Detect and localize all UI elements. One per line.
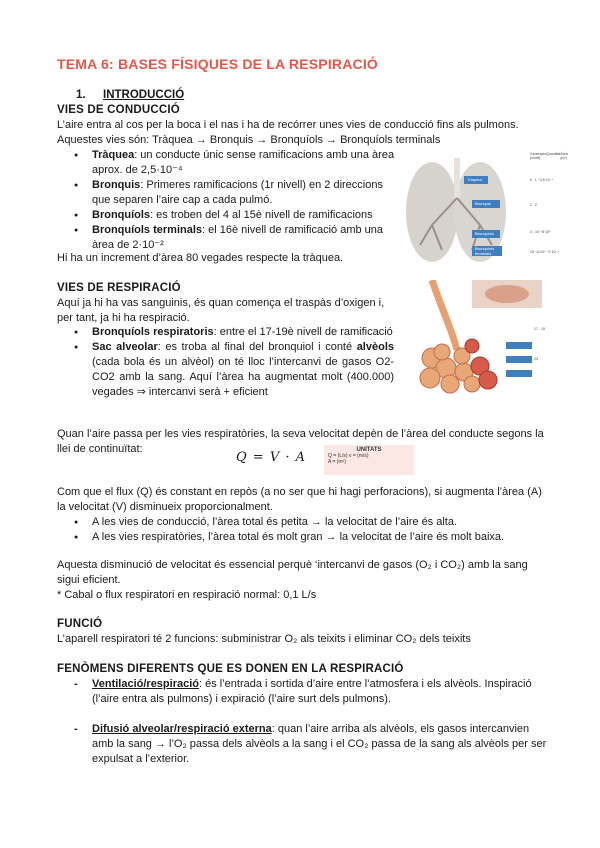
conduccio-list <box>92 148 397 253</box>
label-bronquiols: Bronquíols <box>475 231 495 236</box>
cell: 16 <box>530 250 534 254</box>
flux-text: Com que el flux (Q) és constant en repòs (a no ser que hi hagi perforacions), si augmenta l’àrea (A) la velocitat (V) disminueix proporcionalment. <box>57 486 542 513</box>
conduccio-intro-1: L’aire entra al cos per la boca i el nas i ha de recórrer unes vies de conducció fins als pulmons. <box>57 119 519 131</box>
table-row <box>530 203 562 207</box>
term: alvèols <box>356 341 394 353</box>
cell: 0 <box>530 178 532 182</box>
list-item: ● A les vies de conducció, l’àrea total és petita → la velocitat de l’aire és alta. <box>92 515 552 530</box>
term: Tràquea <box>92 149 135 161</box>
cell: ~6·10⁴ <box>534 250 546 254</box>
flux-note-1: Aquesta disminució de velocitat és essencial perquè ‘intercanvi de gasos (O₂ i CO₂) amb la sang sigui eficient. <box>57 559 528 586</box>
cell: ~2·10⁻² <box>546 250 559 254</box>
fenomens-heading: FENÒMENS DIFERENTS QUE ES DONEN EN LA RESPIRACIÓ <box>57 663 404 675</box>
label-traquea: Tràquea <box>467 177 482 182</box>
conduccio-outro: Hi ha un increment d’àrea 80 vegades respecte la tràquea. <box>57 252 344 264</box>
conduccio-heading: VIES DE CONDUCCIÓ <box>57 104 180 116</box>
respiracio-heading: VIES DE RESPIRACIÓ <box>57 282 181 294</box>
generation-table <box>530 152 568 160</box>
list-item <box>92 148 397 178</box>
term: Bronquíols terminals <box>92 224 203 236</box>
page-title: TEMA 6: BASES FÍSIQUES DE LA RESPIRACIÓ <box>57 56 379 72</box>
flux-note-2: * Cabal o flux respiratori en respiració normal: 0,1 L/s <box>57 589 317 601</box>
term: Difusió alveolar/respiració externa <box>92 723 272 735</box>
lung-diagram <box>402 150 568 272</box>
list-item <box>92 677 547 707</box>
list-item <box>92 208 397 223</box>
fenomens-list <box>92 677 547 767</box>
alveoli-illustration <box>402 280 562 402</box>
units-box <box>324 445 414 475</box>
definition: (cada bola és un alvèol) on té lloc l’intercanvi de gasos O2-CO2 amb la sang. Aquí l’àrea ha augmentat molt (400.000) vegades ⇒ intercanvi serà + eficient <box>92 356 394 398</box>
cell: 1 <box>530 203 532 207</box>
table-header <box>530 152 568 160</box>
cell: 1 <box>534 178 537 182</box>
funcio-heading: FUNCIÓ <box>57 618 103 630</box>
conduccio-intro-2: Aquestes vies són: Tràquea → Bronquis → Bronquíols → Bronquíols terminals <box>57 134 441 146</box>
respiracio-list <box>92 325 394 400</box>
continuitat-text: Quan l’aire passa per les vies respiratòries, la seva velocitat depèn de l’àrea del conducte segons la llei de continuïtat: <box>57 428 544 455</box>
definition: : és l’entrada i sortida d’aire entre l’atmosfera i els alvèols. Inspiració (l’aire entra als pulmons) i expiració (l’aire surt dels pulmons). <box>92 678 532 705</box>
cell: ~2,5·10⁻⁴ <box>537 178 554 182</box>
label-bronquis: Bronquis <box>475 201 491 206</box>
definition: : es troba al final del bronquiol i conté <box>157 341 357 353</box>
cell: 23 <box>534 357 538 361</box>
term: Sac alveolar <box>92 341 158 353</box>
label-bronquiols-terminals: Bronquíols terminals <box>475 246 495 256</box>
table-row <box>530 230 562 234</box>
definition: : quan l’aire arriba als alvèols, els gasos intercanvien amb la sang → l’O₂ passa dels alvèols a la sang i el CO₂ passa de la sang als alvèols per ser expulsat a l’exterior. <box>92 723 547 765</box>
table-row <box>534 352 538 367</box>
list-item <box>92 178 397 208</box>
definition: : un conducte únic sense ramificacions amb una àrea aprox. de 2,5·10⁻⁴ <box>92 149 395 176</box>
definition: : es troben del 4 al 15è nivell de ramificacions <box>150 209 373 221</box>
units-line-1: Q = (L/s) v = (m/s) <box>328 453 369 459</box>
list-item <box>92 340 394 400</box>
section-heading <box>76 88 184 103</box>
continuity-formula: Q = V · A <box>236 450 306 465</box>
table-row <box>534 322 545 337</box>
list-item <box>92 223 397 253</box>
units-line-2: A = (m²) <box>328 459 346 465</box>
definition: : Primeres ramificacions (1r nivell) en 2 direccions que separen l’aire cap a cada pulmó. <box>92 179 383 206</box>
alveoli-diagram <box>402 280 562 402</box>
cell: 2 <box>534 203 537 207</box>
list-item: ● A les vies respiratòries, l’àrea total és molt gran → la velocitat de l’aire és molt baixa. <box>92 530 552 545</box>
section-label: INTRODUCCIÓ <box>103 89 185 101</box>
table-row <box>530 250 562 254</box>
cell: 4 - 15 <box>530 230 539 234</box>
term: Ventilació/respiració <box>92 678 199 690</box>
table-row <box>530 178 562 182</box>
funcio-text: L’aparell respiratori té 2 funcions: subministrar O₂ als teixits i eliminar CO₂ dels teixits <box>57 633 471 645</box>
column-header: Quantitat <box>546 152 561 156</box>
respiracio-intro: Aquí ja hi ha vas sanguinis, és quan comença el traspàs d’oxigen i, per tant, ja hi ha respiració. <box>57 297 385 324</box>
definition: : entre el 17-19è nivell de ramificació <box>213 326 393 338</box>
column-header: Generació (nivell) <box>530 152 547 160</box>
units-title: UNITATS <box>356 447 382 453</box>
list-item <box>92 325 394 340</box>
term: Bronquíols respiratoris <box>92 326 214 338</box>
flux-list <box>92 515 552 545</box>
term: Bronquíols <box>92 209 151 221</box>
cell: ~8·10⁵ <box>539 230 551 234</box>
term: Bronquis <box>92 179 141 191</box>
definition: : el 16è nivell de ramificació amb una àrea de 2·10⁻² <box>92 224 384 251</box>
column-header: Àrea (m²) <box>560 152 568 160</box>
list-item <box>92 722 547 767</box>
cell: 17 - 19 <box>534 327 545 331</box>
section-number: 1. <box>76 89 86 101</box>
